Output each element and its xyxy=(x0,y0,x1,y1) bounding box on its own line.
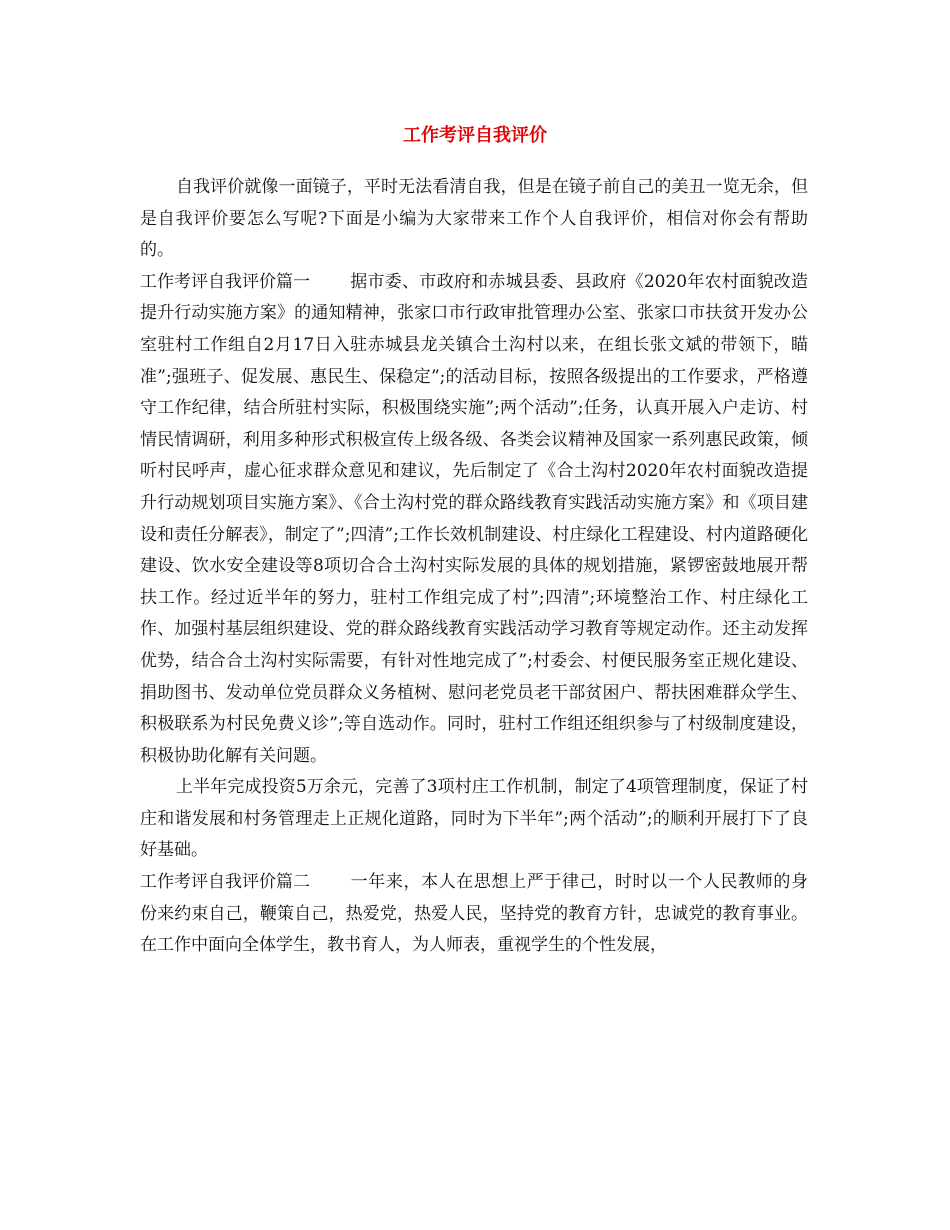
section-two-label: 工作考评自我评价篇二 xyxy=(140,872,310,893)
section-one-text: 据市委、市政府和赤城县委、县政府《2020年农村面貌改造提升行动实施方案》的通知精神，张家口市行政审批管理办公室、张家口市扶贫开发办公室驻村工作组自2月17日入驻赤城县龙关镇合土沟村以来，在组长张文斌的带领下，瞄准”;强班子、促发展、惠民生、保稳定”;的活动目标，按照各级提出的工作要求，严格遵守工作纪律，结合所驻村实际，积极围绕实施”;两个活动”;任务，认真开展入户走访、村情民情调研，利用多种形式积极宣传上级各级、各类会议精神及国家一系列惠民政策，倾听村民呼声，虚心征求群众意见和建议，先后制定了《合土沟村2020年农村面貌改造提升行动规划项目实施方案》、《合土沟村党的群众路线教育实践活动实施方案》和《项目建设和责任分解表》，制定了”;四清”;工作长效机制建设、村庄绿化工程建设、村内道路硬化建设、饮水安全建设等8项切合合土沟村实际发展的具体的规划措施，紧锣密鼓地展开帮扶工作。经过近半年的努力，驻村工作组完成了村”;四清”;环境整治工作、村庄绿化工作、加强村基层组织建设、党的群众路线教育实践活动学习教育等规定动作。还主动发挥优势，结合合土沟村实际需要，有针对性地完成了”;村委会、村便民服务室正规化建设、捐助图书、发动单位党员群众义务植树、慰问老党员老干部贫困户、帮扶困难群众学生、积极联系为村民免费义诊”;等自选动作。同时，驻村工作组还组织参与了村级制度建设，积极协助化解有关问题。 xyxy=(140,271,808,766)
section-two-text: 一年来，本人在思想上严于律己，时时以一个人民教师的身份来约束自己，鞭策自己，热爱党，热爱人民，坚持党的教育方针，忠诚党的教育事业。在工作中面向全体学生，教书育人，为人师表，重视学生的个性发展， xyxy=(140,872,808,956)
intro-paragraph: 自我评价就像一面镜子，平时无法看清自我，但是在镜子前自己的美丑一览无余，但是自我评价要怎么写呢?下面是小编为大家带来工作个人自我评价，相信对你会有帮助的。 xyxy=(140,177,808,261)
section-one-label: 工作考评自我评价篇一 xyxy=(140,271,310,292)
section-one-paragraph xyxy=(140,267,808,773)
section-two-paragraph xyxy=(140,867,808,962)
document-title: 工作考评自我评价 xyxy=(403,125,547,146)
document-body xyxy=(140,172,808,962)
investment-paragraph: 上半年完成投资5万余元，完善了3项村庄工作机制，制定了4项管理制度，保证了村庄和谐发展和村务管理走上正规化道路，同时为下半年”;两个活动”;的顺利开展打下了良好基础。 xyxy=(140,777,808,861)
